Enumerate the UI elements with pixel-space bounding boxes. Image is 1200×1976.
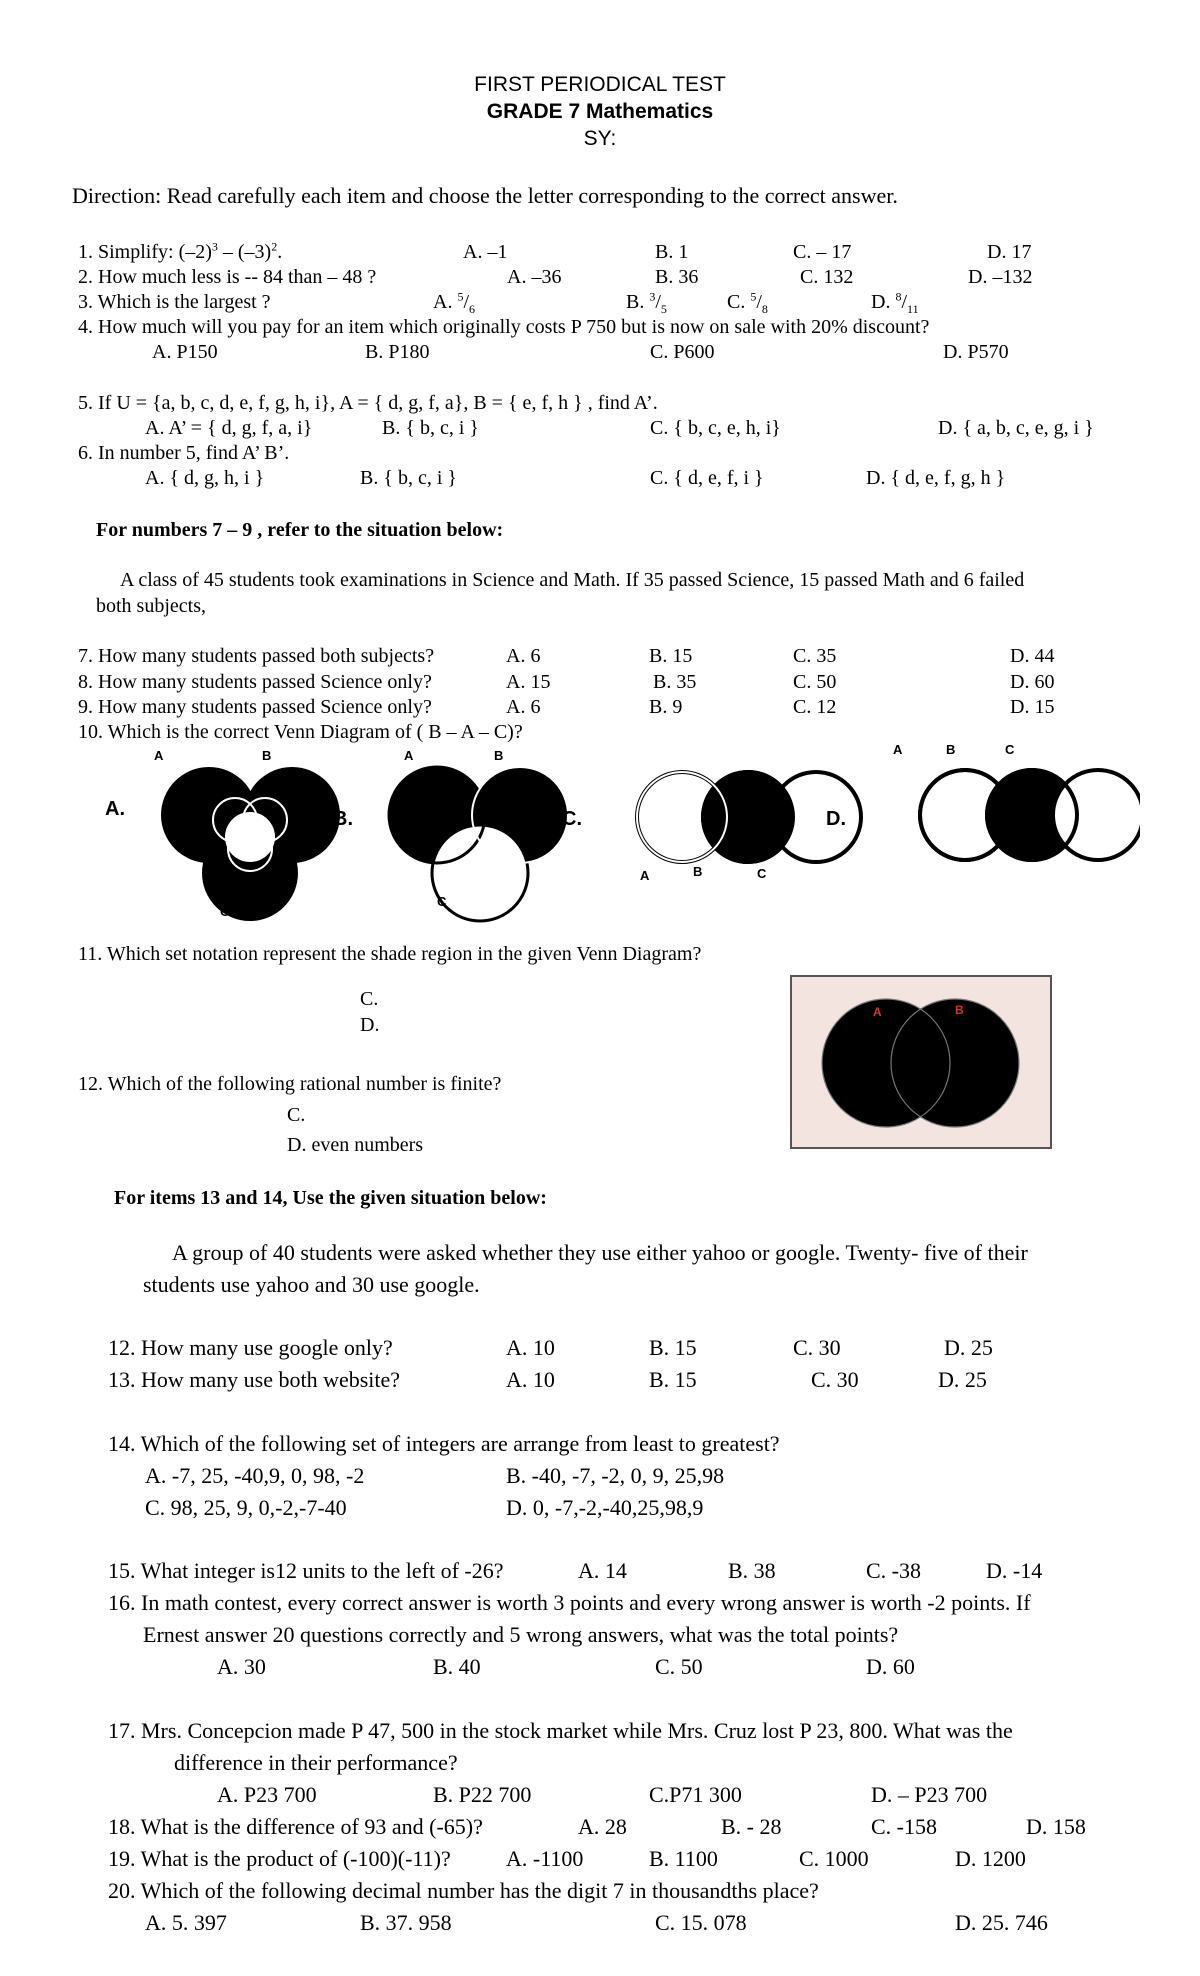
venn-option-a[interactable] xyxy=(161,767,340,921)
venn-option-label-d: D. xyxy=(826,808,846,830)
q17-option-c: C.P71 300 xyxy=(649,1782,742,1807)
q17-option-a: A. P23 700 xyxy=(217,1782,317,1807)
q15-option-c: C. -38 xyxy=(866,1558,921,1583)
question-5: 5. If U = {a, b, c, d, e, f, g, h, i}, A = { d, g, f, a}, B = { e, f, h } , find A’. xyxy=(78,392,658,414)
q18-option-a: A. 28 xyxy=(578,1814,627,1839)
q5-option-d: D. { a, b, c, e, g, i } xyxy=(938,417,1094,439)
question-4: 4. How much will you pay for an item which originally costs P 750 but is now on sale with 20% discount? xyxy=(78,316,930,338)
q9-option-c: C. 12 xyxy=(793,696,837,718)
test-subject: GRADE 7 Mathematics xyxy=(486,100,714,123)
venn-c-label-set-b: B xyxy=(693,864,703,879)
q2-option-a: A. –36 xyxy=(507,266,562,288)
q18-option-b: B. - 28 xyxy=(721,1814,782,1839)
q20-option-c: C. 15. 078 xyxy=(655,1910,747,1935)
q5-option-c: C. { b, c, e, h, i} xyxy=(650,417,781,439)
q1-option-d: D. 17 xyxy=(987,241,1032,263)
q13-option-c: C. 30 xyxy=(811,1367,859,1392)
q6-option-b: B. { b, c, i } xyxy=(360,467,457,489)
situation-2-line-2: students use yahoo and 30 use google. xyxy=(143,1272,480,1297)
q20-option-b: B. 37. 958 xyxy=(360,1910,452,1935)
question-6: 6. In number 5, find A’ B’. xyxy=(78,442,290,464)
q3-option-d: D. $^8/_{11}$ xyxy=(871,289,919,316)
question-2: 2. How much less is -- 84 than – 48 ? xyxy=(78,266,377,288)
q15-option-a: A. 14 xyxy=(578,1558,627,1583)
q11-circle-b xyxy=(891,999,1019,1127)
q11-label-b: B xyxy=(955,1003,964,1017)
venn-d-label-set-c: C xyxy=(1005,742,1015,757)
venn-c-label-set-c: C xyxy=(757,866,767,881)
question-17-line-2: difference in their performance? xyxy=(174,1750,458,1775)
q16-option-b: B. 40 xyxy=(433,1654,481,1679)
situation-1-line-2: both subjects, xyxy=(96,595,206,617)
venn-option-label-b: B. xyxy=(333,808,353,830)
venn-option-b[interactable] xyxy=(389,767,568,921)
question-19: 19. What is the product of (-100)(-11)? xyxy=(108,1846,451,1871)
q1-option-c: C. – 17 xyxy=(793,241,852,263)
q15-option-d: D. -14 xyxy=(986,1558,1043,1583)
q19-option-d: D. 1200 xyxy=(955,1846,1026,1871)
q2-option-c: C. 132 xyxy=(800,266,854,288)
situation-1-line-1: A class of 45 students took examinations in Science and Math. If 35 passed Science, 15 passed Math and 6 failed xyxy=(120,569,1025,591)
q3-option-b: B. $^3/_5$ xyxy=(626,289,667,316)
q8-option-d: D. 60 xyxy=(1010,671,1055,693)
school-year: SY: xyxy=(583,127,617,150)
q17-option-d: D. – P23 700 xyxy=(871,1782,988,1807)
venn-option-label-c: C. xyxy=(562,808,582,830)
q13-option-d: D. 25 xyxy=(938,1367,987,1392)
q9-option-a: A. 6 xyxy=(506,696,541,718)
q12b-option-c: C. 30 xyxy=(793,1335,841,1360)
q14-option-b: B. -40, -7, -2, 0, 9, 25,98 xyxy=(506,1463,725,1488)
q13-option-a: A. 10 xyxy=(506,1367,555,1392)
venn-b-label-set-c: C xyxy=(437,894,447,909)
q13-option-b: B. 15 xyxy=(649,1367,697,1392)
situation-2-line-1: A group of 40 students were asked whether they use either yahoo or google. Twenty- five of their xyxy=(172,1240,1028,1265)
question-20: 20. Which of the following decimal number has the digit 7 in thousandths place? xyxy=(108,1878,819,1903)
question-17-line-1: 17. Mrs. Concepcion made P 47, 500 in the stock market while Mrs. Cruz lost P 23, 800. What was the xyxy=(108,1718,1013,1743)
question-12b: 12. How many use google only? xyxy=(108,1335,393,1360)
q3-option-c: C. $^5/_8$ xyxy=(727,289,768,316)
q3-option-a: A. $^5/_6$ xyxy=(433,289,476,316)
direction: Direction: Read carefully each item and choose the letter corresponding to the correct answer. xyxy=(72,183,898,208)
question-18: 18. What is the difference of 93 and (-65)? xyxy=(108,1814,483,1839)
question-7: 7. How many students passed both subjects? xyxy=(78,645,435,667)
q5-option-b: B. { b, c, i } xyxy=(382,417,479,439)
q14-option-a: A. -7, 25, -40,9, 0, 98, -2 xyxy=(145,1463,365,1488)
q14-option-c: C. 98, 25, 9, 0,-2,-7-40 xyxy=(145,1495,347,1520)
venn-b-label-set-a: A xyxy=(404,748,414,763)
q12b-option-d: D. 25 xyxy=(944,1335,993,1360)
q9-option-d: D. 15 xyxy=(1010,696,1055,718)
q12a-option-d: D. even numbers xyxy=(287,1134,424,1156)
question-9: 9. How many students passed Science only? xyxy=(78,696,432,718)
q4-option-b: B. P180 xyxy=(365,341,430,363)
q16-option-a: A. 30 xyxy=(217,1654,266,1679)
question-10: 10. Which is the correct Venn Diagram of ( B – A – C)? xyxy=(78,721,523,743)
question-11: 11. Which set notation represent the shade region in the given Venn Diagram? xyxy=(78,943,702,965)
question-8: 8. How many students passed Science only? xyxy=(78,671,432,693)
question-15: 15. What integer is12 units to the left of -26? xyxy=(108,1558,504,1583)
q17-option-b: B. P22 700 xyxy=(433,1782,532,1807)
q20-option-a: A. 5. 397 xyxy=(145,1910,227,1935)
venn-a-label-set-b: B xyxy=(262,748,272,763)
q2-option-b: B. 36 xyxy=(655,266,699,288)
q6-option-a: A. { d, g, h, i } xyxy=(145,467,265,489)
q15-option-b: B. 38 xyxy=(728,1558,776,1583)
situation-2-title: For items 13 and 14, Use the given situation below: xyxy=(114,1187,547,1209)
q11-option-d: D. xyxy=(360,1014,380,1036)
venn-b-label-set-b: B xyxy=(494,748,504,763)
q7-option-b: B. 15 xyxy=(649,645,693,667)
q12b-option-b: B. 15 xyxy=(649,1335,697,1360)
q12b-option-a: A. 10 xyxy=(506,1335,555,1360)
venn-a-label-set-c: C xyxy=(220,904,230,919)
q7-option-d: D. 44 xyxy=(1010,645,1055,667)
venn-option-label-a: A. xyxy=(105,798,125,820)
q7-option-a: A. 6 xyxy=(506,645,541,667)
q18-option-d: D. 158 xyxy=(1026,1814,1086,1839)
q4-option-a: A. P150 xyxy=(152,341,218,363)
q6-option-d: D. { d, e, f, g, h } xyxy=(866,467,1006,489)
q4-option-c: C. P600 xyxy=(650,341,715,363)
q8-option-a: A. 15 xyxy=(506,671,551,693)
q8-option-c: C. 50 xyxy=(793,671,837,693)
q12a-option-c: C. xyxy=(287,1104,306,1126)
venn-c-label-set-a: A xyxy=(640,868,650,883)
question-16-line-1: 16. In math contest, every correct answer is worth 3 points and every wrong answer is worth -2 points. If xyxy=(108,1590,1031,1615)
q9-option-b: B. 9 xyxy=(649,696,683,718)
q19-option-a: A. -1100 xyxy=(506,1846,584,1871)
q11-venn-figure xyxy=(790,975,1052,1149)
venn-a-label-set-a: A xyxy=(154,748,164,763)
question-16-line-2: Ernest answer 20 questions correctly and 5 wrong answers, what was the total points? xyxy=(143,1622,899,1647)
q20-option-d: D. 25. 746 xyxy=(955,1910,1048,1935)
question-1: 1. Simplify: $(-2)^3 - (-3)^2$. xyxy=(78,239,283,263)
q16-option-d: D. 60 xyxy=(866,1654,915,1679)
venn-d-label-set-b: B xyxy=(946,742,956,757)
q18-option-c: C. -158 xyxy=(871,1814,937,1839)
q1-option-a: A. –1 xyxy=(463,241,508,263)
q5-option-a: A. A’ = { d, g, f, a, i} xyxy=(145,417,313,439)
q2-option-d: D. –132 xyxy=(968,266,1033,288)
test-title: FIRST PERIODICAL TEST xyxy=(474,73,726,96)
question-12a: 12. Which of the following rational number is finite? xyxy=(78,1073,502,1095)
q8-option-b: B. 35 xyxy=(653,671,697,693)
question-13: 13. How many use both website? xyxy=(108,1367,401,1392)
question-3: 3. Which is the largest ? xyxy=(78,291,271,313)
q19-option-b: B. 1100 xyxy=(649,1846,718,1871)
q4-option-d: D. P570 xyxy=(943,341,1009,363)
q7-option-c: C. 35 xyxy=(793,645,837,667)
q14-option-d: D. 0, -7,-2,-40,25,98,9 xyxy=(506,1495,704,1520)
q6-option-c: C. { d, e, f, i } xyxy=(650,467,764,489)
venn-d-label-set-a: A xyxy=(893,742,903,757)
venn-option-d[interactable] xyxy=(920,770,1140,860)
q1-option-b: B. 1 xyxy=(655,241,689,263)
q11-label-a: A xyxy=(873,1005,882,1019)
q16-option-c: C. 50 xyxy=(655,1654,703,1679)
situation-1-title: For numbers 7 – 9 , refer to the situation below: xyxy=(96,519,504,541)
q11-option-c: C. xyxy=(360,988,379,1010)
question-14: 14. Which of the following set of integers are arrange from least to greatest? xyxy=(108,1431,780,1456)
q19-option-c: C. 1000 xyxy=(799,1846,869,1871)
